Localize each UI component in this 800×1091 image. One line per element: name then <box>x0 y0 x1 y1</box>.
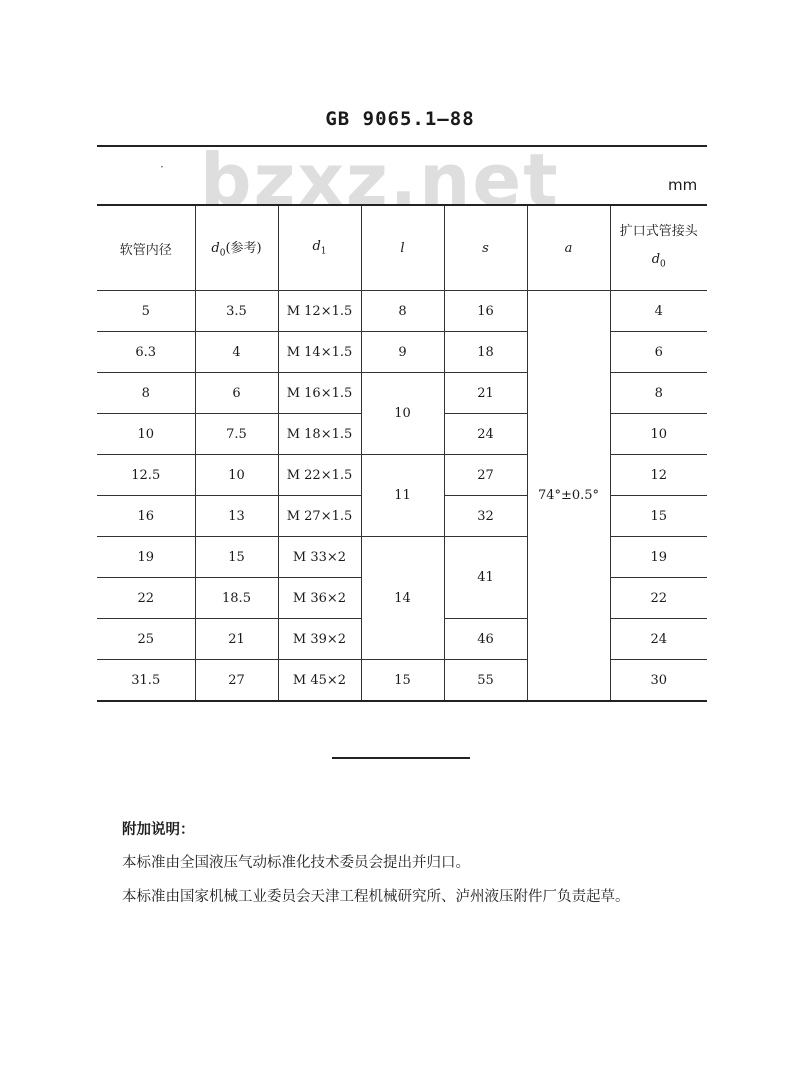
cell-d1: M 12×1.5 <box>278 291 361 332</box>
cell-s: 32 <box>444 496 527 537</box>
header-d0-sub: 0 <box>219 248 226 259</box>
header-hose-inner-diameter: 软管内径 <box>97 205 195 291</box>
cell-d0: 3.5 <box>195 291 278 332</box>
cell-d0: 27 <box>195 660 278 702</box>
cell-s: 27 <box>444 455 527 496</box>
cell-d0: 4 <box>195 332 278 373</box>
cell-hose: 5 <box>97 291 195 332</box>
cell-d1: M 39×2 <box>278 619 361 660</box>
cell-flare: 22 <box>610 578 707 619</box>
cell-hose: 31.5 <box>97 660 195 702</box>
cell-s: 55 <box>444 660 527 702</box>
cell-flare: 24 <box>610 619 707 660</box>
cell-flare: 19 <box>610 537 707 578</box>
stray-dot: · <box>160 160 164 174</box>
notes-line: 本标准由全国液压气动标准化技术委员会提出并归口。 <box>122 855 470 871</box>
header-l: l <box>361 205 444 291</box>
cell-l: 8 <box>361 291 444 332</box>
header-d1-symbol: d <box>312 239 321 255</box>
table-row <box>97 537 707 578</box>
cell-hose: 19 <box>97 537 195 578</box>
table-row <box>97 373 707 414</box>
cell-flare: 15 <box>610 496 707 537</box>
cell-flare: 30 <box>610 660 707 702</box>
header-d0-reference <box>195 205 278 291</box>
header-flare-sub: 0 <box>660 259 666 270</box>
cell-d1: M 27×1.5 <box>278 496 361 537</box>
header-d0-suffix: (参考) <box>225 241 262 257</box>
cell-d0: 13 <box>195 496 278 537</box>
cell-d0: 15 <box>195 537 278 578</box>
cell-s: 46 <box>444 619 527 660</box>
cell-flare: 4 <box>610 291 707 332</box>
cell-s: 24 <box>444 414 527 455</box>
cell-s: 16 <box>444 291 527 332</box>
header-flare-symbol: d <box>651 251 661 267</box>
cell-hose: 6.3 <box>97 332 195 373</box>
cell-angle: 74°±0.5° <box>527 291 610 702</box>
document-title: GB 9065.1—88 <box>325 108 475 130</box>
header-d0-symbol: d <box>211 241 220 257</box>
cell-hose: 10 <box>97 414 195 455</box>
header-flare-fitting <box>610 205 707 291</box>
table-row <box>97 291 707 332</box>
watermark: bzxz.net <box>200 138 560 222</box>
header-d1-sub: 1 <box>320 246 327 257</box>
cell-hose: 8 <box>97 373 195 414</box>
cell-l: 9 <box>361 332 444 373</box>
cell-flare: 10 <box>610 414 707 455</box>
cell-d1: M 16×1.5 <box>278 373 361 414</box>
cell-flare: 8 <box>610 373 707 414</box>
cell-hose: 25 <box>97 619 195 660</box>
table-row <box>97 455 707 496</box>
cell-d1: M 14×1.5 <box>278 332 361 373</box>
table-header-row <box>97 205 707 291</box>
additional-notes <box>122 818 630 919</box>
specification-table <box>97 204 707 702</box>
cell-s: 41 <box>444 537 527 619</box>
cell-d0: 6 <box>195 373 278 414</box>
cell-hose: 12.5 <box>97 455 195 496</box>
cell-flare: 6 <box>610 332 707 373</box>
notes-heading: 附加说明： <box>122 822 195 838</box>
cell-l: 11 <box>361 455 444 537</box>
cell-d1: M 45×2 <box>278 660 361 702</box>
cell-d0: 7.5 <box>195 414 278 455</box>
cell-d1: M 36×2 <box>278 578 361 619</box>
header-flare-line1: 扩口式管接头 <box>619 223 698 239</box>
unit-label: mm <box>668 176 698 194</box>
table-row <box>97 660 707 702</box>
cell-d1: M 22×1.5 <box>278 455 361 496</box>
cell-d1: M 18×1.5 <box>278 414 361 455</box>
cell-hose: 22 <box>97 578 195 619</box>
cell-d0: 21 <box>195 619 278 660</box>
cell-l: 10 <box>361 373 444 455</box>
cell-d0: 10 <box>195 455 278 496</box>
header-s: s <box>444 205 527 291</box>
end-rule <box>332 757 470 759</box>
cell-s: 21 <box>444 373 527 414</box>
header-a: a <box>527 205 610 291</box>
notes-line: 本标准由国家机械工业委员会天津工程机械研究所、泸州液压附件厂负责起草。 <box>122 889 630 905</box>
cell-d0: 18.5 <box>195 578 278 619</box>
cell-hose: 16 <box>97 496 195 537</box>
cell-l: 14 <box>361 537 444 660</box>
table-row <box>97 332 707 373</box>
cell-d1: M 33×2 <box>278 537 361 578</box>
cell-l: 15 <box>361 660 444 702</box>
cell-flare: 12 <box>610 455 707 496</box>
cell-s: 18 <box>444 332 527 373</box>
header-d1 <box>278 205 361 291</box>
